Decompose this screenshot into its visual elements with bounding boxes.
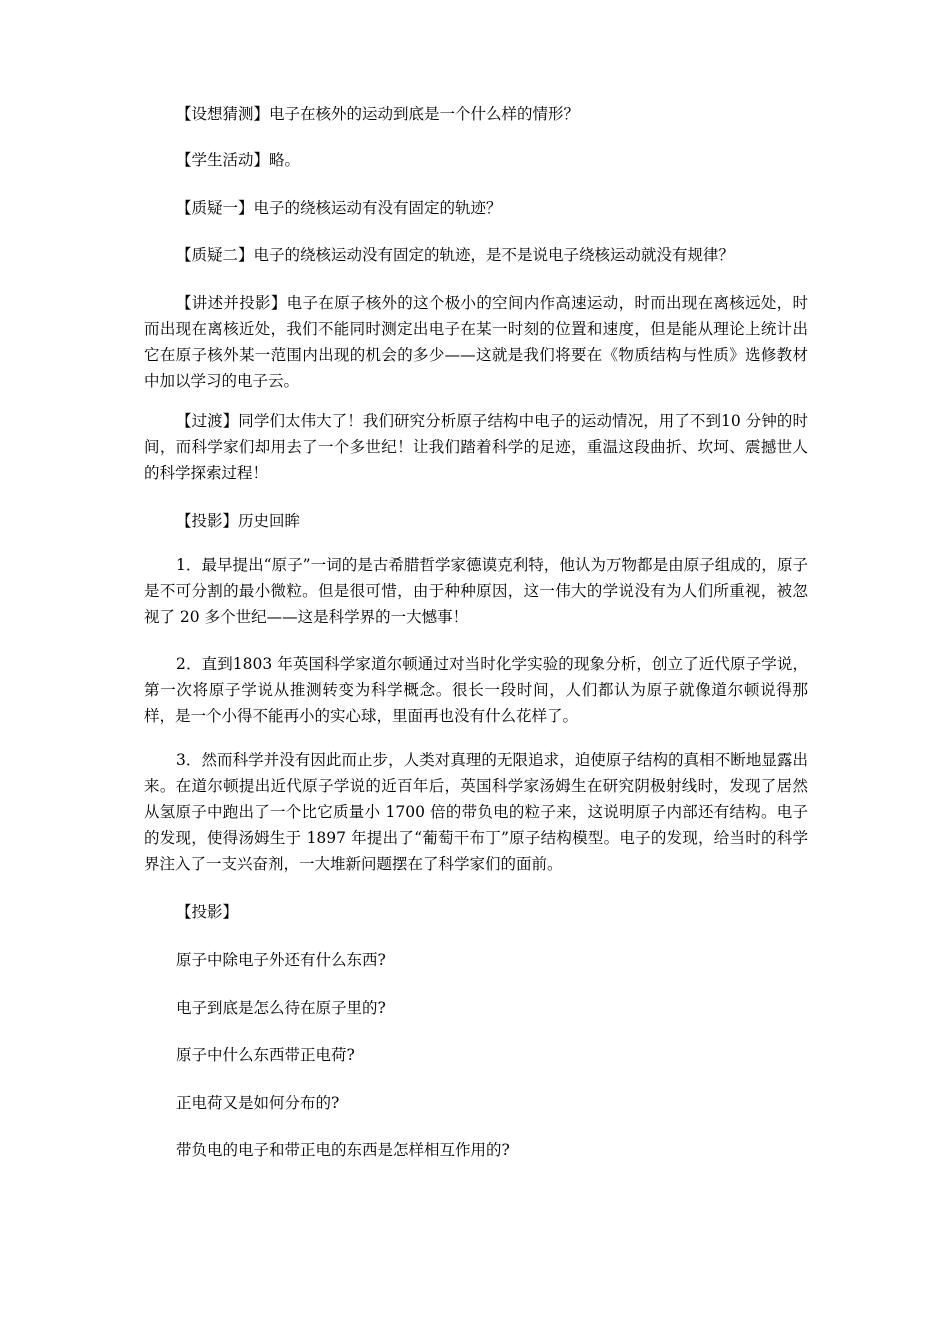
paragraph-history-item-3: 3．然而科学并没有因此而止步，人类对真理的无限追求，迫使原子结构的真相不断地显露出来。在道尔顿提出近代原子学说的近百年后，英国科学家汤姆生在研究阴极射线时，发现了居然从氢原子中跑出了一个比它质量小 1700 倍的带负电的粒子来，这说明原子内部还有结构。电子的发现，使得汤姆生于 1897 年提出了“葡萄干布丁”原子结构模型。电子的发现，给当时的科学界注入了一支兴奋剂，一大堆新问题摆在了科学家们的面前。 [144, 751, 808, 873]
paragraph-question-two: 【质疑二】电子的绕核运动没有固定的轨迹，是不是说电子绕核运动就没有规律？ [176, 246, 735, 264]
paragraph-history-item-2: 2．直到1803 年英国科学家道尔顿通过对当时化学实验的现象分析，创立了近代原子学说，第一次将原子学说从推测转变为科学概念。很长一段时间，人们都认为原子就像道尔顿说得那样，是一个小得不能再小的实心球，里面再也没有什么花样了。 [144, 655, 808, 725]
paragraph-student-activity: 【学生活动】略。 [176, 151, 301, 169]
paragraph-history-heading: 【投影】历史回眸 [176, 512, 301, 530]
paragraph-lecture-projection: 【讲述并投影】电子在原子核外的这个极小的空间内作高速运动，时而出现在离核远处，时而出现在离核近处，我们不能同时测定出电子在某一时刻的位置和速度，但是能从理论上统计出它在原子核外某一范围内出现的机会的多少——这就是我们将要在《物质结构与性质》选修教材中加以学习的电子云。 [144, 294, 808, 390]
question-item-3: 原子中什么东西带正电荷? [176, 1046, 355, 1064]
question-item-1: 原子中除电子外还有什么东西? [176, 951, 386, 969]
paragraph-history-item-1: 1．最早提出“原子”一词的是古希腊哲学家德谟克利特，他认为万物都是由原子组成的，原子是不可分割的最小微粒。但是很可惜，由于种种原因，这一伟大的学说没有为人们所重视，被忽视了 20 多个世纪——这是科学界的一大憾事！ [144, 556, 808, 626]
question-item-4: 正电荷又是如何分布的? [176, 1094, 340, 1112]
question-item-5: 带负电的电子和带正电的东西是怎样相互作用的? [176, 1141, 510, 1159]
question-item-2: 电子到底是怎么待在原子里的? [176, 999, 386, 1017]
paragraph-question-one: 【质疑一】电子的绕核运动有没有固定的轨迹？ [176, 199, 502, 217]
paragraph-hypothesis: 【设想猜测】电子在核外的运动到底是一个什么样的情形？ [176, 105, 580, 123]
paragraph-transition: 【过渡】同学们太伟大了！我们研究分析原子结构中电子的运动情况，用了不到10 分钟的时间，而科学家们却用去了一个多世纪！让我们踏着科学的足迹，重温这段曲折、坎坷、震撼世人的科学探索过程！ [144, 412, 808, 482]
paragraph-projection-heading: 【投影】 [176, 903, 239, 921]
